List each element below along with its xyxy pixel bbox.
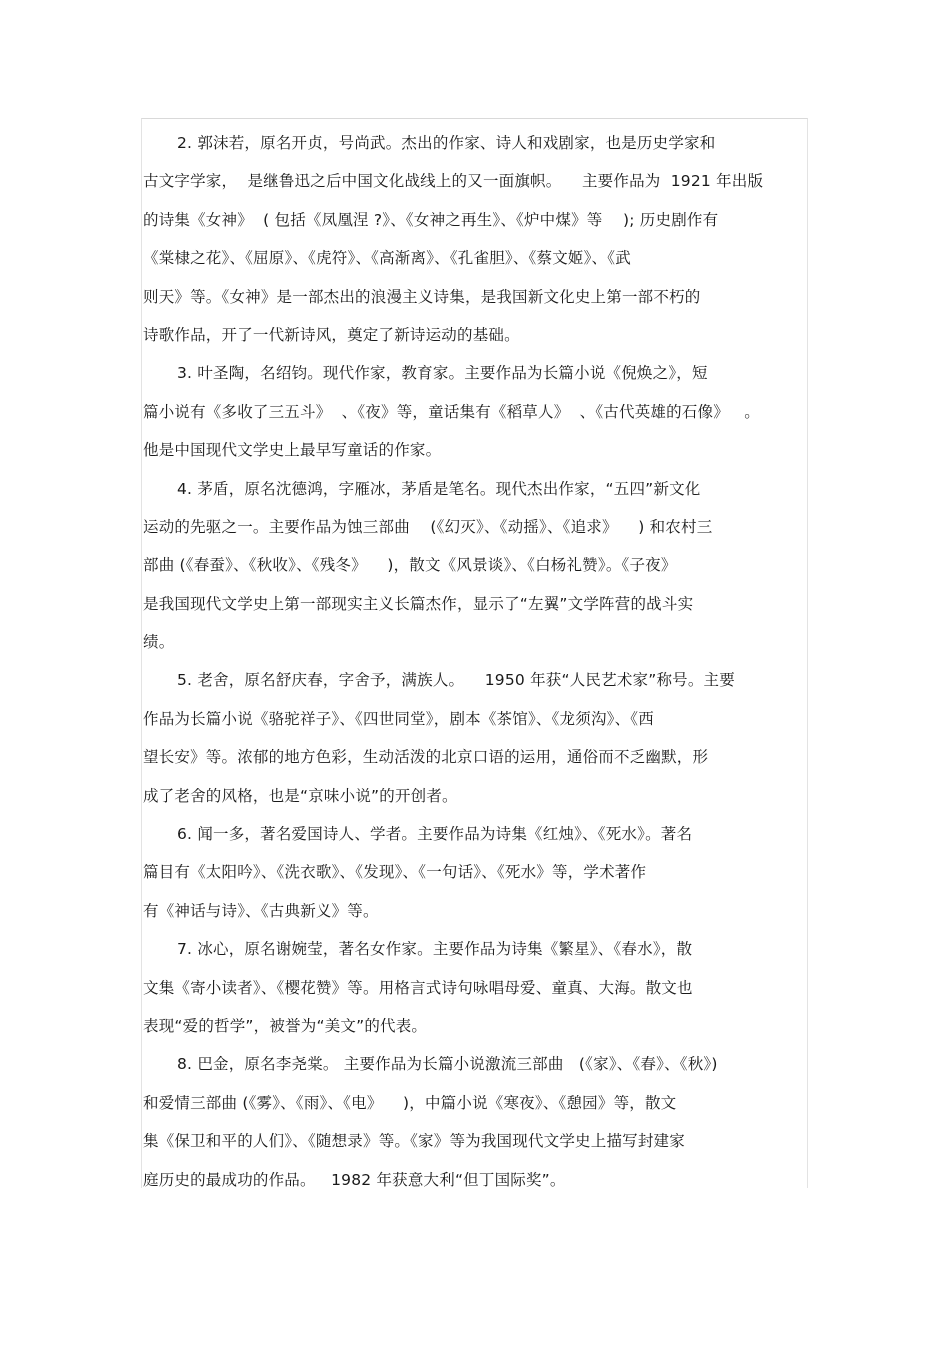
paragraph-line: 作品为长篇小说《骆驼祥子》、《四世同堂》，剧本《茶馆》、《龙须沟》、《西 bbox=[143, 709, 654, 728]
paragraph-line: 绩。 bbox=[143, 633, 175, 652]
paragraph-line: 望长安》等。浓郁的地方色彩，生动活泼的北京口语的运用，通俗而不乏幽默，形 bbox=[143, 748, 709, 767]
paragraph-line: 他是中国现代文学史上最早写童话的作家。 bbox=[143, 441, 442, 460]
paragraph-line: 集《保卫和平的人们》、《随想录》等。《家》等为我国现代文学史上描写封建家 bbox=[143, 1132, 685, 1151]
paragraph-line: 的诗集《女神》 ( 包括《凤凰涅 ?》、《女神之再生》、《炉中煤》等 ); 历史剧作有 bbox=[143, 210, 719, 229]
paragraph-line: 《棠棣之花》、《屈原》、《虎符》、《高渐离》、《孔雀胆》、《蔡文姬》、《武 bbox=[143, 249, 631, 268]
paragraph-first-line: 8. 巴金，原名李尧棠。 主要作品为长篇小说激流三部曲 (《家》、《春》、《秋》) bbox=[177, 1055, 718, 1074]
paragraph-line: 是我国现代文学史上第一部现实主义长篇杰作，显示了“左翼”文学阵营的战斗实 bbox=[143, 594, 694, 613]
paragraph-line: 古文字学家， 是继鲁迅之后中国文化战线上的又一面旗帜。 主要作品为 1921 年出版 bbox=[143, 172, 764, 191]
paragraph-line: 和爱情三部曲 (《雾》、《雨》、《电》 )，中篇小说《寒夜》、《憩园》等，散文 bbox=[143, 1093, 677, 1112]
paragraph-line: 诗歌作品，开了一代新诗风，奠定了新诗运动的基础。 bbox=[143, 325, 520, 344]
paragraph-line: 部曲 (《春蚕》、《秋收》、《残冬》 )，散文《风景谈》、《白杨礼赞》。《子夜》 bbox=[143, 556, 677, 575]
paragraph-first-line: 6. 闻一多，著名爱国诗人、学者。主要作品为诗集《红烛》、《死水》。著名 bbox=[177, 825, 693, 844]
paragraph-line: 文集《寄小读者》、《樱花赞》等。用格言式诗句咏唱母爱、童真、大海。散文也 bbox=[143, 978, 693, 997]
paragraph-first-line: 4. 茅盾，原名沈德鸿，字雁冰，茅盾是笔名。现代杰出作家，“五四”新文化 bbox=[177, 479, 701, 498]
paragraph-line: 篇小说有《多收了三五斗》 、《夜》等，童话集有《稻草人》 、《古代英雄的石像》 。 bbox=[143, 402, 760, 421]
paragraph-line: 篇目有《太阳吟》、《洗衣歌》、《发现》、《一句话》、《死水》等，学术著作 bbox=[143, 863, 647, 882]
paragraph-line: 运动的先驱之一。主要作品为蚀三部曲 (《幻灭》、《动摇》、《追求》 ) 和农村三 bbox=[143, 517, 713, 536]
paragraph-first-line: 5. 老舍，原名舒庆春，字舍予，满族人。 1950 年获“人民艺术家”称号。主要 bbox=[177, 671, 735, 690]
paragraph-line: 成了老舍的风格，也是“京味小说”的开创者。 bbox=[143, 786, 458, 805]
paragraph-line: 庭历史的最成功的作品。 1982 年获意大利“但丁国际奖”。 bbox=[143, 1170, 566, 1189]
paragraph-first-line: 2. 郭沫若，原名开贞，号尚武。杰出的作家、诗人和戏剧家，也是历史学家和 bbox=[177, 134, 716, 152]
paragraph-line: 有《神话与诗》、《古典新义》等。 bbox=[143, 901, 379, 920]
paragraph-first-line: 7. 冰心，原名谢婉莹，著名女作家。主要作品为诗集《繁星》、《春水》，散 bbox=[177, 940, 693, 959]
paragraph-line: 则天》等。《女神》是一部杰出的浪漫主义诗集，是我国新文化史上第一部不朽的 bbox=[143, 287, 701, 306]
document-body bbox=[143, 124, 808, 1199]
paragraph-line: 表现“爱的哲学”，被誉为“美文”的代表。 bbox=[143, 1016, 428, 1035]
paragraph-first-line: 3. 叶圣陶，名绍钧。现代作家，教育家。主要作品为长篇小说《倪焕之》，短 bbox=[177, 364, 708, 383]
